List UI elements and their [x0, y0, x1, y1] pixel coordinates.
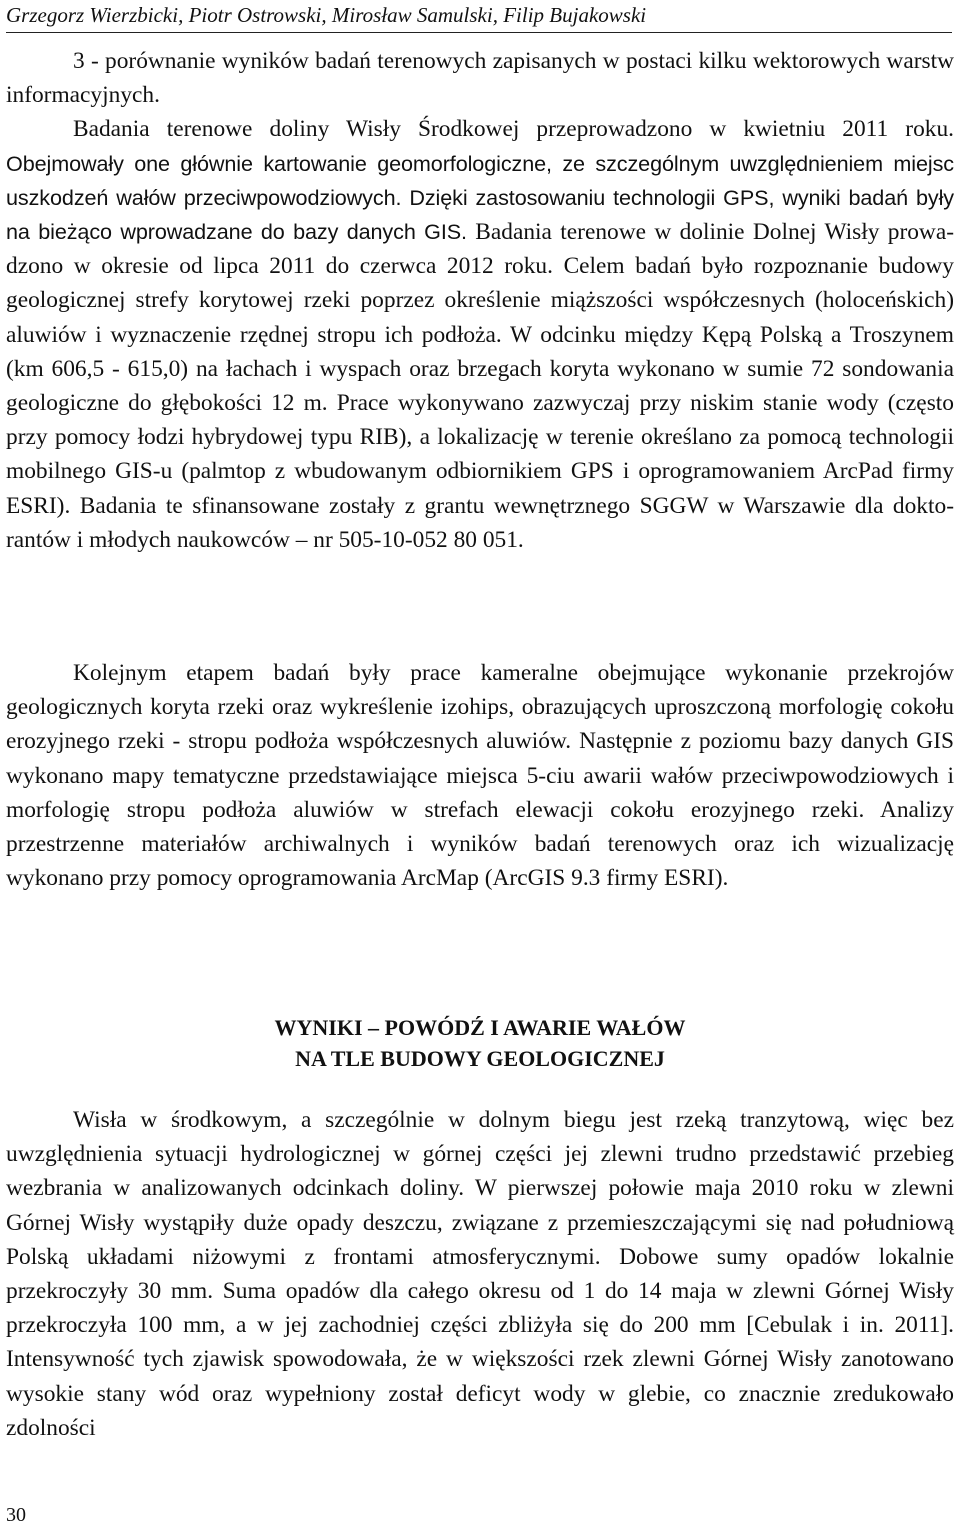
text-block-office-work — [6, 656, 954, 895]
paragraph-field-research — [6, 112, 954, 557]
section-heading-line-1: WYNIKI – POWÓDŹ I AWARIE WAŁÓW — [274, 1015, 686, 1040]
field-research-goal: Celem badań było rozpoznanie budowy geologicznej strefy korytowej rzeki poprzez określenie miąższości współczesnych (holoceńskich) aluwiów i wyznaczenie rzędnej stropu ich podłoża. W odcinku między Kępą Polską a Troszynem (km 606,5 - 615,0) na łachach i wyspach oraz brzegach koryta wykonano w sumie 72 sondowania geologiczne do głębokości 12 m. Prace wykonywano zazwyczaj przy niskim stanie wody (często przy pomocy łodzi hybrydowej typu RIB), a lokalizację w terenie określano za pomocą technologii mobilnego GIS-u (palmtop z wbudowanym odbiornikiem GPS i oprogramowaniem ArcPad firmy ESRI). Badania te sfinansowane zostały z grantu wewnętrznego SGGW w Warszawie dla doktorantów i młodych naukowców – nr 505-10-052 80 051. — [6, 253, 954, 553]
text-block-results — [6, 1103, 954, 1445]
text-block-methods — [6, 44, 954, 557]
paragraph-flood-results: Wisła w środkowym, a szczególnie w dolnym biegu jest rzeką tranzytową, więc bez uwzględnienia sytuacji hydrologicznej w górnej części jej zlewni trudno przedstawić przebieg wezbrania w analizowanych odcinkach doliny. W pierwszej połowie maja 2010 roku w zlewni Górnej Wisły wystąpiły duże opady deszczu, związane z przemieszczającymi się nad południową Polską układami niżowymi z frontami atmosferycznymi. Dobowe sumy opadów lokalnie przekroczyły 30 mm. Suma opadów dla całego okresu od 1 do 14 maja w zlewni Górnej Wisły przekroczyła 100 mm, a w jej zachodniej części zbliżyła się do 200 mm [Cebulak i in. 2011]. Intensywność tych zjawisk spowodowała, że w większości rzek zlewni Górnej Wisły zanotowano wysokie stany wód oraz wypełniony został deficyt wody w glebie, co znacznie zredukowało zdolności — [6, 1107, 954, 1441]
running-header-authors: Grzegorz Wierzbicki, Piotr Ostrowski, Mirosław Samulski, Filip Bujakowski — [6, 3, 647, 27]
paragraph-comparison: 3 - porównanie wyników badań terenowych zapisanych w postaci kilku wektorowych warstw informacyjnych. — [6, 48, 954, 109]
section-heading — [6, 1012, 954, 1074]
running-header — [6, 0, 952, 33]
field-research-lower-vistula: Badania terenowe w dolinie Dolnej Wisły prowadzono w okresie od lipca 2011 do czerwca 2012 roku. — [6, 219, 954, 280]
field-research-mapping: Obejmowały one głównie kartowanie geomorfologiczne, ze szczególnym uwzględnieniem miejsc uszkodzeń wałów przeciwpowodziowych. Dzięki zastosowaniu technologii GPS, wyniki badań były na bieżąco wprowadzane do bazy danych GIS. — [6, 150, 954, 245]
paragraph-office-work: Kolejnym etapem badań były prace kameralne obejmujące wykonanie przekrojów geologicznych koryta rzeki oraz wykreślenie izohips, obrazujących uproszczoną morfologię cokołu erozyjnego rzeki - stropu podłoża współczesnych aluwiów. Następnie z poziomu bazy danych GIS wykonano mapy tematyczne przedstawiające miejsca 5-ciu awarii wałów przeciwpowodziowych i morfologię stropu podłoża aluwiów w strefach elewacji cokołu erozyjnego rzeki. Analizy przestrzenne materiałów archiwalnych i wyników badań terenowych oraz ich wizualizację wykonano przy pomocy oprogramowania ArcMap (ArcGIS 9.3 firmy ESRI). — [6, 660, 954, 892]
section-heading-line-2: NA TLE BUDOWY GEOLOGICZNEJ — [295, 1046, 665, 1071]
field-research-middle-vistula: Badania terenowe doliny Wisły Środkowej przeprowadzono w kwietniu 2011 roku. — [73, 116, 954, 143]
page-number: 30 — [6, 1504, 26, 1526]
